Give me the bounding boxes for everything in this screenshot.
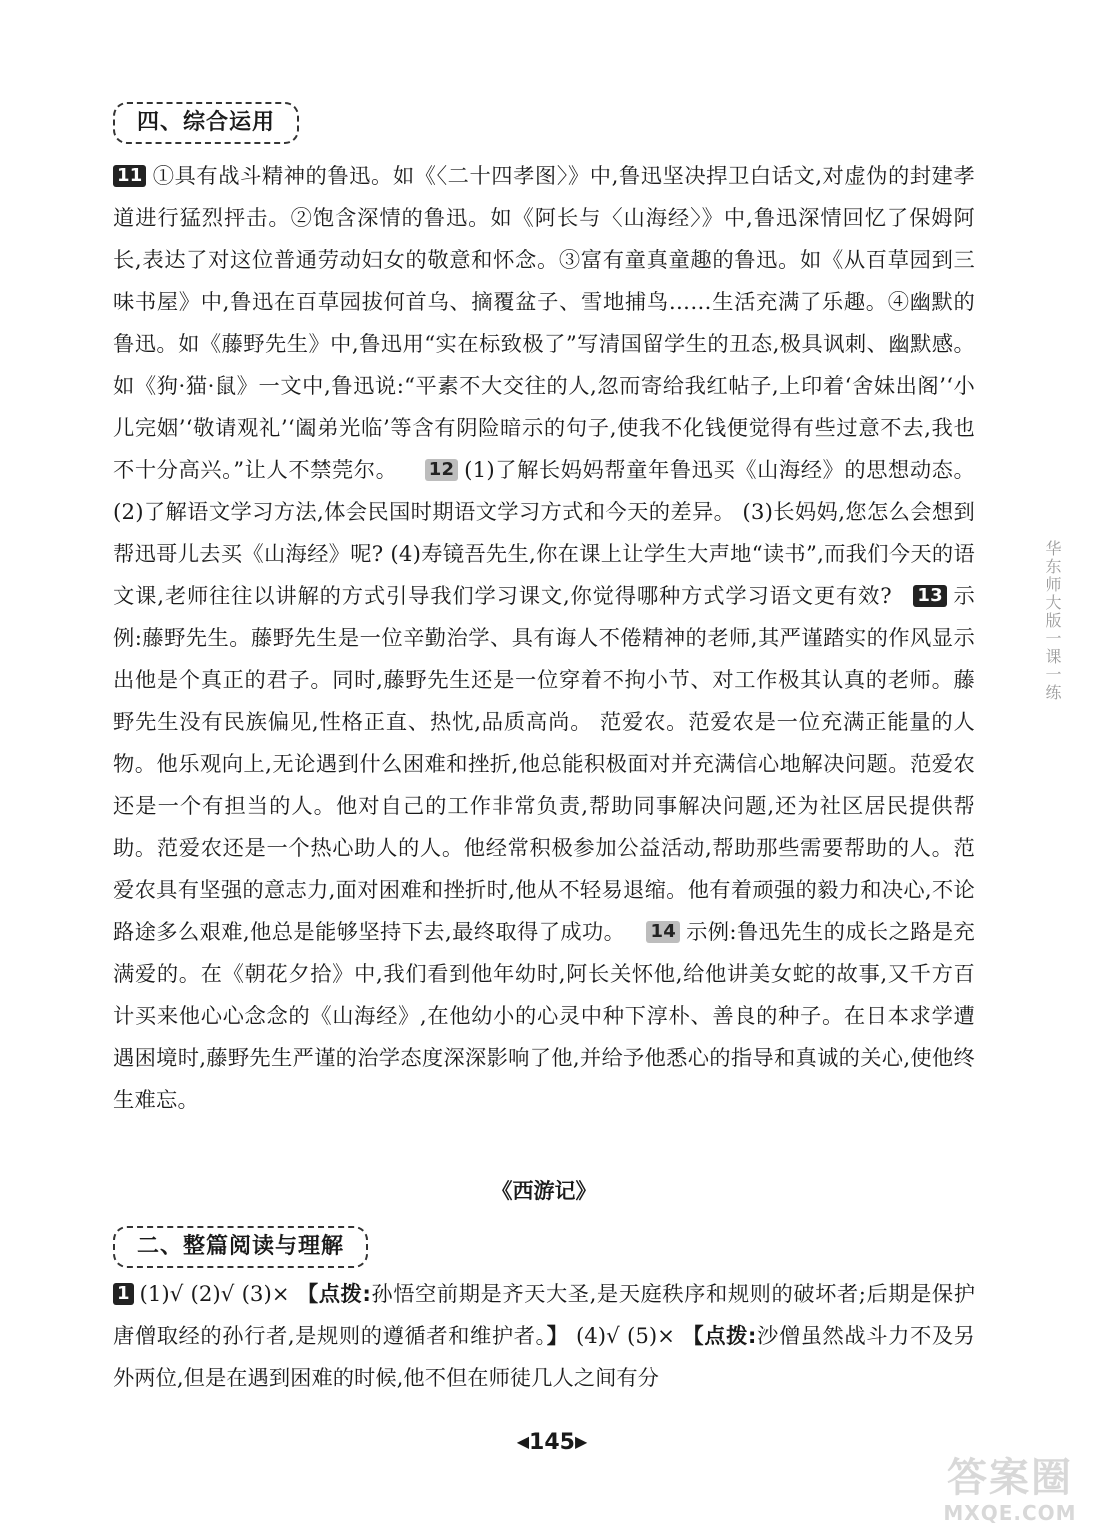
answer-text-12: (1)了解长妈妈帮童年鲁迅买《山海经》的思想动态。 (2)了解语文学习方法,体会民国时期语文学习方式和今天的差异。 (3)长妈妈,您怎么会想到帮迅哥儿去买《山海经》呢? (4)寿镜吾先生,你在课上让学生大声地“读书”,而我们今天的语文课,老师往往以讲解的方式引导我们学习课文,你觉得哪种方式学习语文更有效? <box>113 458 975 609</box>
watermark-logo <box>930 1455 1090 1533</box>
tip-label: 【点拨: <box>296 1282 371 1307</box>
page-number <box>0 1430 1104 1455</box>
question-number-1: 1 <box>113 1283 134 1305</box>
question-number-12: 12 <box>425 459 458 481</box>
answer-paragraph-1 <box>113 1274 975 1400</box>
page-content <box>113 100 975 1400</box>
question-number-11: 11 <box>113 165 146 187</box>
tip-close: 】 <box>546 1324 569 1349</box>
book-title: 《西游记》 <box>491 1178 597 1203</box>
question-number-13: 13 <box>913 585 946 607</box>
watermark-text: 答案圈 <box>947 1455 1073 1501</box>
section-heading-reading <box>113 1226 368 1268</box>
left-triangle-icon: ◀ <box>516 1432 530 1451</box>
answer-text-11: ①具有战斗精神的鲁迅。如《〈二十四孝图〉》中,鲁迅坚决捍卫白话文,对虚伪的封建孝道进行猛烈抨击。②饱含深情的鲁迅。如《阿长与〈山海经〉》中,鲁迅深情回忆了保姆阿长,表达了对这位普通劳动妇女的敬意和怀念。③富有童真童趣的鲁迅。如《从百草园到三味书屋》中,鲁迅在百草园拔何首乌、摘覆盆子、雪地捕鸟……生活充满了乐趣。④幽默的鲁迅。如《藤野先生》中,鲁迅用“实在标致极了”写清国留学生的丑态,极具讽刺、幽默感。如《狗·猫·鼠》一文中,鲁迅说:“平素不大交往的人,忽而寄给我红帖子,上印着‘舍妹出阁’‘小儿完姻’‘敬请观礼’‘阖弟光临’等含有阴险暗示的句子,使我不化钱便觉得有些过意不去,我也不十分高兴。”让人不禁莞尔。 <box>113 164 975 483</box>
watermark-url: MXQE.COM <box>943 1501 1077 1525</box>
tip-label: 【点拨: <box>682 1324 757 1349</box>
section-title: 四、综合运用 <box>137 110 276 135</box>
answer-paragraph-11-14 <box>113 156 975 1122</box>
section-title: 二、整篇阅读与理解 <box>137 1234 345 1259</box>
answer-text-14: 示例:鲁迅先生的成长之路是充满爱的。在《朝花夕拾》中,我们看到他年幼时,阿长关怀他,给他讲美女蛇的故事,又千方百计买来他心心念念的《山海经》,在他幼小的心灵中种下淳朴、善良的种子。在日本求学遭遇困境时,藤野先生严谨的治学态度深深影响了他,并给予他悉心的指导和真诚的关心,使他终生难忘。 <box>113 920 975 1113</box>
side-publisher-text: 华东师大版一课一练 <box>1043 540 1062 702</box>
right-triangle-icon: ▶ <box>574 1432 588 1451</box>
question-number-14: 14 <box>646 921 679 943</box>
answer-part-b: (4)√ (5)× <box>568 1324 683 1349</box>
tip-text: 沙僧虽然战斗力不及另外两位,但是在遇到困难的时候,他不但在师徒几人之间有分 <box>113 1324 975 1391</box>
page-number-value: 145 <box>529 1430 575 1455</box>
answer-part-a: (1)√ (2)√ (3)× <box>139 1282 297 1307</box>
section-heading-comprehensive <box>113 102 299 144</box>
tip-text: 孙悟空前期是齐天大圣,是天庭秩序和规则的破坏者;后期是保护唐僧取经的孙行者,是规则的遵循者和维护者。 <box>113 1282 976 1349</box>
answer-text-13: 示例:藤野先生。藤野先生是一位辛勤治学、具有诲人不倦精神的老师,其严谨踏实的作风显示出他是个真正的君子。同时,藤野先生还是一位穿着不拘小节、对工作极其认真的老师。藤野先生没有民族偏见,性格正直、热忱,品质高尚。 范爱农。范爱农是一位充满正能量的人物。他乐观向上,无论遇到什么困难和挫折,他总能积极面对并充满信心地解决问题。范爱农还是一个有担当的人。他对自己的工作非常负责,帮助同事解决问题,还为社区居民提供帮助。范爱农还是一个热心助人的人。他经常积极参加公益活动,帮助那些需要帮助的人。范爱农具有坚强的意志力,面对困难和挫折时,他从不轻易退缩。他有着顽强的毅力和决心,不论路途多么艰难,他总是能够坚持下去,最终取得了成功。 <box>113 584 975 945</box>
